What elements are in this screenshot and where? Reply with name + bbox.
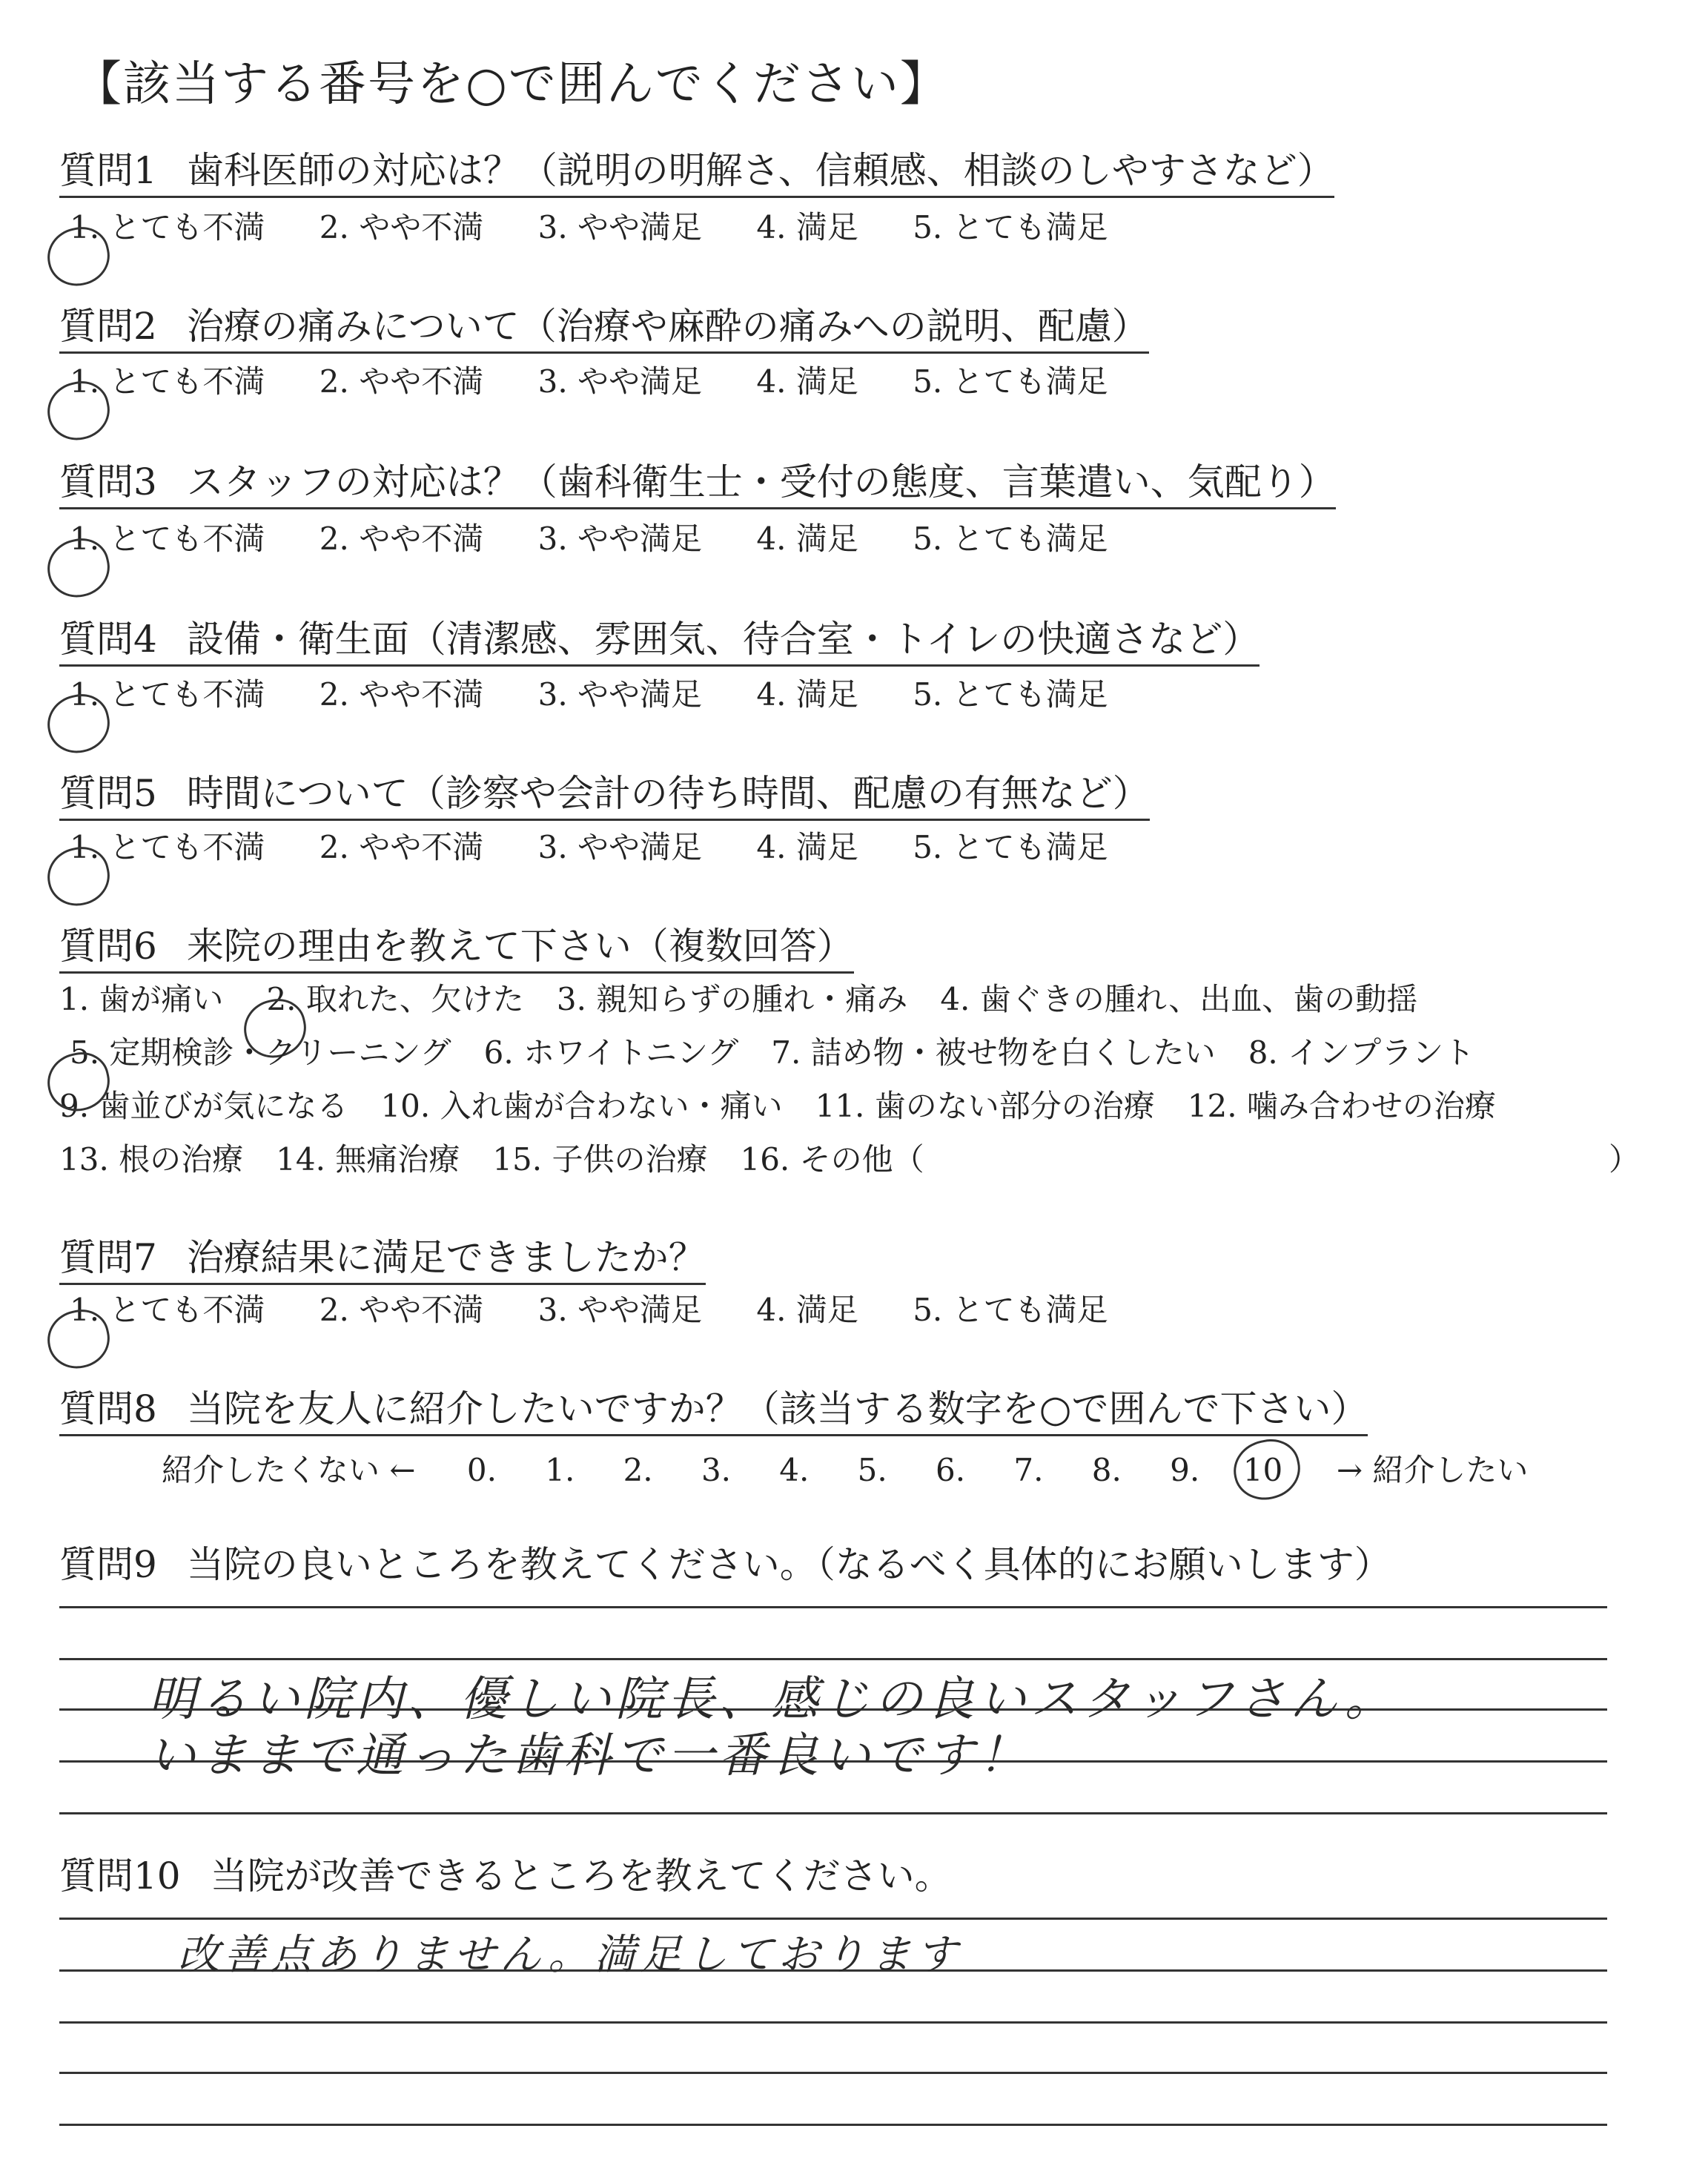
q4-option-3[interactable]: 3. やや満足: [537, 676, 703, 713]
question-8-number: 質問8: [59, 1387, 157, 1430]
question-3-text: スタッフの対応は？（歯科衛生士・受付の態度、言葉遣い、気配り）: [186, 460, 1336, 503]
reason-15[interactable]: 15. 子供の治療: [492, 1141, 708, 1178]
q1-option-5[interactable]: 5. とても満足: [913, 209, 1108, 245]
q9-handwritten-answer-2: いままで通った歯科で一番良いです！: [148, 1728, 1030, 1783]
reason-13[interactable]: 13. 根の治療: [59, 1141, 244, 1178]
question-7-options: [59, 1292, 1153, 1329]
q2-option-3[interactable]: 3. やや満足: [537, 363, 703, 400]
q7-option-3[interactable]: 3. やや満足: [537, 1292, 703, 1328]
question-5-text: 時間について（診察や会計の待ち時間、配慮の有無など）: [186, 772, 1150, 815]
question-1: [59, 148, 1334, 198]
q3-option-3[interactable]: 3. やや満足: [537, 521, 703, 557]
reason-16-close-paren: ）: [1609, 1141, 1641, 1178]
reason-5[interactable]: 5. 定期検診・クリーニング: [70, 1034, 451, 1071]
q4-option-2[interactable]: 2. やや不満: [319, 676, 484, 713]
scale-10-circled[interactable]: 10: [1229, 1452, 1297, 1488]
q10-answer-line-3: [59, 2021, 1607, 2024]
question-2-options: [59, 363, 1153, 400]
reasons-row-2: [59, 1026, 1529, 1080]
page-title: 【該当する番号を○で囲んでください】: [74, 57, 949, 112]
question-7-number: 質問7: [59, 1236, 157, 1279]
question-6-number: 質問6: [59, 925, 157, 968]
scale-2[interactable]: 2.: [623, 1452, 653, 1488]
q7-option-4[interactable]: 4. 満足: [756, 1292, 858, 1328]
scale-5[interactable]: 5.: [857, 1452, 887, 1488]
reason-10[interactable]: 10. 入れ歯が合わない・痛い: [380, 1088, 783, 1124]
scale-7[interactable]: 7.: [1013, 1452, 1044, 1488]
question-10: [59, 1854, 952, 1901]
q9-answer-line-1: [59, 1606, 1607, 1608]
reason-14[interactable]: 14. 無痛治療: [276, 1141, 460, 1178]
q10-answer-line-4: [59, 2072, 1607, 2074]
q10-answer-line-5: [59, 2124, 1607, 2126]
q2-option-1[interactable]: 1. とても不満: [70, 363, 265, 400]
question-8-scale: [162, 1446, 1528, 1490]
reason-3[interactable]: 3. 親知らずの腫れ・痛み: [556, 981, 908, 1017]
q3-option-2[interactable]: 2. やや不満: [319, 521, 484, 557]
q2-option-2[interactable]: 2. やや不満: [319, 363, 484, 400]
q10-answer-line-1: [59, 1918, 1607, 1920]
reason-6[interactable]: 6. ホワイトニング: [483, 1034, 739, 1071]
question-3-number: 質問3: [59, 460, 157, 503]
question-9-text: 当院の良いところを教えてください。（なるべく具体的にお願いします）: [186, 1543, 1391, 1586]
q1-option-4[interactable]: 4. 満足: [756, 209, 858, 245]
question-10-text: 当院が改善できるところを教えてください。: [210, 1855, 952, 1898]
q9-answer-line-2: [59, 1658, 1607, 1660]
scale-right-label: → 紹介したい: [1336, 1452, 1529, 1488]
q5-option-4[interactable]: 4. 満足: [756, 829, 858, 865]
question-8-text: 当院を友人に紹介したいですか？（該当する数字を○で囲んで下さい）: [186, 1387, 1368, 1430]
reasons-row-3: [59, 1080, 1529, 1133]
q3-option-5[interactable]: 5. とても満足: [913, 521, 1108, 557]
q3-option-4[interactable]: 4. 満足: [756, 521, 858, 557]
q5-option-2[interactable]: 2. やや不満: [319, 829, 484, 865]
reason-4[interactable]: 4. 歯ぐきの腫れ、出血、歯の動揺: [940, 981, 1418, 1017]
q4-option-4[interactable]: 4. 満足: [756, 676, 858, 713]
q9-answer-line-5: [59, 1812, 1607, 1814]
scale-0[interactable]: 0.: [466, 1452, 497, 1488]
question-6-text: 来院の理由を教えて下さい（複数回答）: [186, 925, 854, 968]
scale-3[interactable]: 3.: [701, 1452, 732, 1488]
question-1-options: [59, 209, 1153, 246]
scale-1[interactable]: 1.: [545, 1452, 575, 1488]
q5-option-5[interactable]: 5. とても満足: [913, 829, 1108, 865]
question-6: [59, 924, 854, 974]
question-4-options: [59, 676, 1153, 713]
scale-left-label: 紹介したくない ←: [162, 1452, 416, 1488]
reasons-row-4: [59, 1133, 1641, 1186]
question-6-reasons: [59, 973, 1641, 1186]
question-2-number: 質問2: [59, 305, 157, 348]
question-7-text: 治療結果に満足できましたか？: [186, 1236, 706, 1279]
scale-8[interactable]: 8.: [1091, 1452, 1122, 1488]
question-2: [59, 304, 1149, 354]
scale-6[interactable]: 6.: [936, 1452, 966, 1488]
scale-4[interactable]: 4.: [779, 1452, 810, 1488]
q1-option-3[interactable]: 3. やや満足: [537, 209, 703, 245]
q7-option-2[interactable]: 2. やや不満: [319, 1292, 484, 1328]
question-10-number: 質問10: [59, 1855, 181, 1898]
reason-9[interactable]: 9. 歯並びが気になる: [59, 1088, 348, 1124]
reasons-row-1: [59, 973, 1529, 1026]
q5-option-3[interactable]: 3. やや満足: [537, 829, 703, 865]
q5-option-1[interactable]: 1. とても不満: [70, 829, 265, 865]
question-3: [59, 460, 1336, 509]
question-1-text: 歯科医師の対応は？（説明の明解さ、信頼感、相談のしやすさなど）: [186, 149, 1334, 192]
q10-handwritten-answer-1: 改善点ありません。満足しております: [178, 1931, 962, 1979]
question-4-number: 質問4: [59, 618, 157, 661]
q4-option-1[interactable]: 1. とても不満: [70, 676, 265, 713]
scale-9[interactable]: 9.: [1170, 1452, 1200, 1488]
q1-option-2[interactable]: 2. やや不満: [319, 209, 484, 245]
question-2-text: 治療の痛みについて（治療や麻酔の痛みへの説明、配慮）: [186, 305, 1149, 348]
question-9: [59, 1542, 1391, 1590]
q1-option-1[interactable]: 1. とても不満: [70, 209, 265, 245]
question-1-number: 質問1: [59, 149, 157, 192]
question-9-number: 質問9: [59, 1543, 157, 1586]
q2-option-4[interactable]: 4. 満足: [756, 363, 858, 400]
q7-option-1[interactable]: 1. とても不満: [70, 1292, 265, 1328]
reason-8[interactable]: 8. インプラント: [1248, 1034, 1475, 1071]
question-3-options: [59, 521, 1153, 558]
reason-11[interactable]: 11. 歯のない部分の治療: [815, 1088, 1155, 1124]
q4-option-5[interactable]: 5. とても満足: [913, 676, 1108, 713]
q9-handwritten-answer-1: 明るい院内、優しい院長、感じの良いスタッフさん。: [148, 1672, 1397, 1727]
question-5: [59, 771, 1150, 821]
question-7: [59, 1235, 706, 1285]
question-8: [59, 1387, 1368, 1436]
reason-12[interactable]: 12. 噛み合わせの治療: [1187, 1088, 1496, 1124]
reason-16[interactable]: 16. その他（: [740, 1141, 924, 1178]
q7-option-5[interactable]: 5. とても満足: [913, 1292, 1108, 1328]
q3-option-1[interactable]: 1. とても不満: [70, 521, 265, 557]
q2-option-5[interactable]: 5. とても満足: [913, 363, 1108, 400]
question-4-text: 設備・衛生面（清潔感、雰囲気、待合室・トイレの快適さなど）: [186, 618, 1260, 661]
question-5-number: 質問5: [59, 772, 157, 815]
reason-7[interactable]: 7. 詰め物・被せ物を白くしたい: [771, 1034, 1216, 1071]
question-5-options: [59, 829, 1153, 866]
reason-2[interactable]: 2. 取れた、欠けた: [266, 981, 524, 1017]
question-4: [59, 617, 1260, 667]
reason-1[interactable]: 1. 歯が痛い: [59, 981, 224, 1017]
